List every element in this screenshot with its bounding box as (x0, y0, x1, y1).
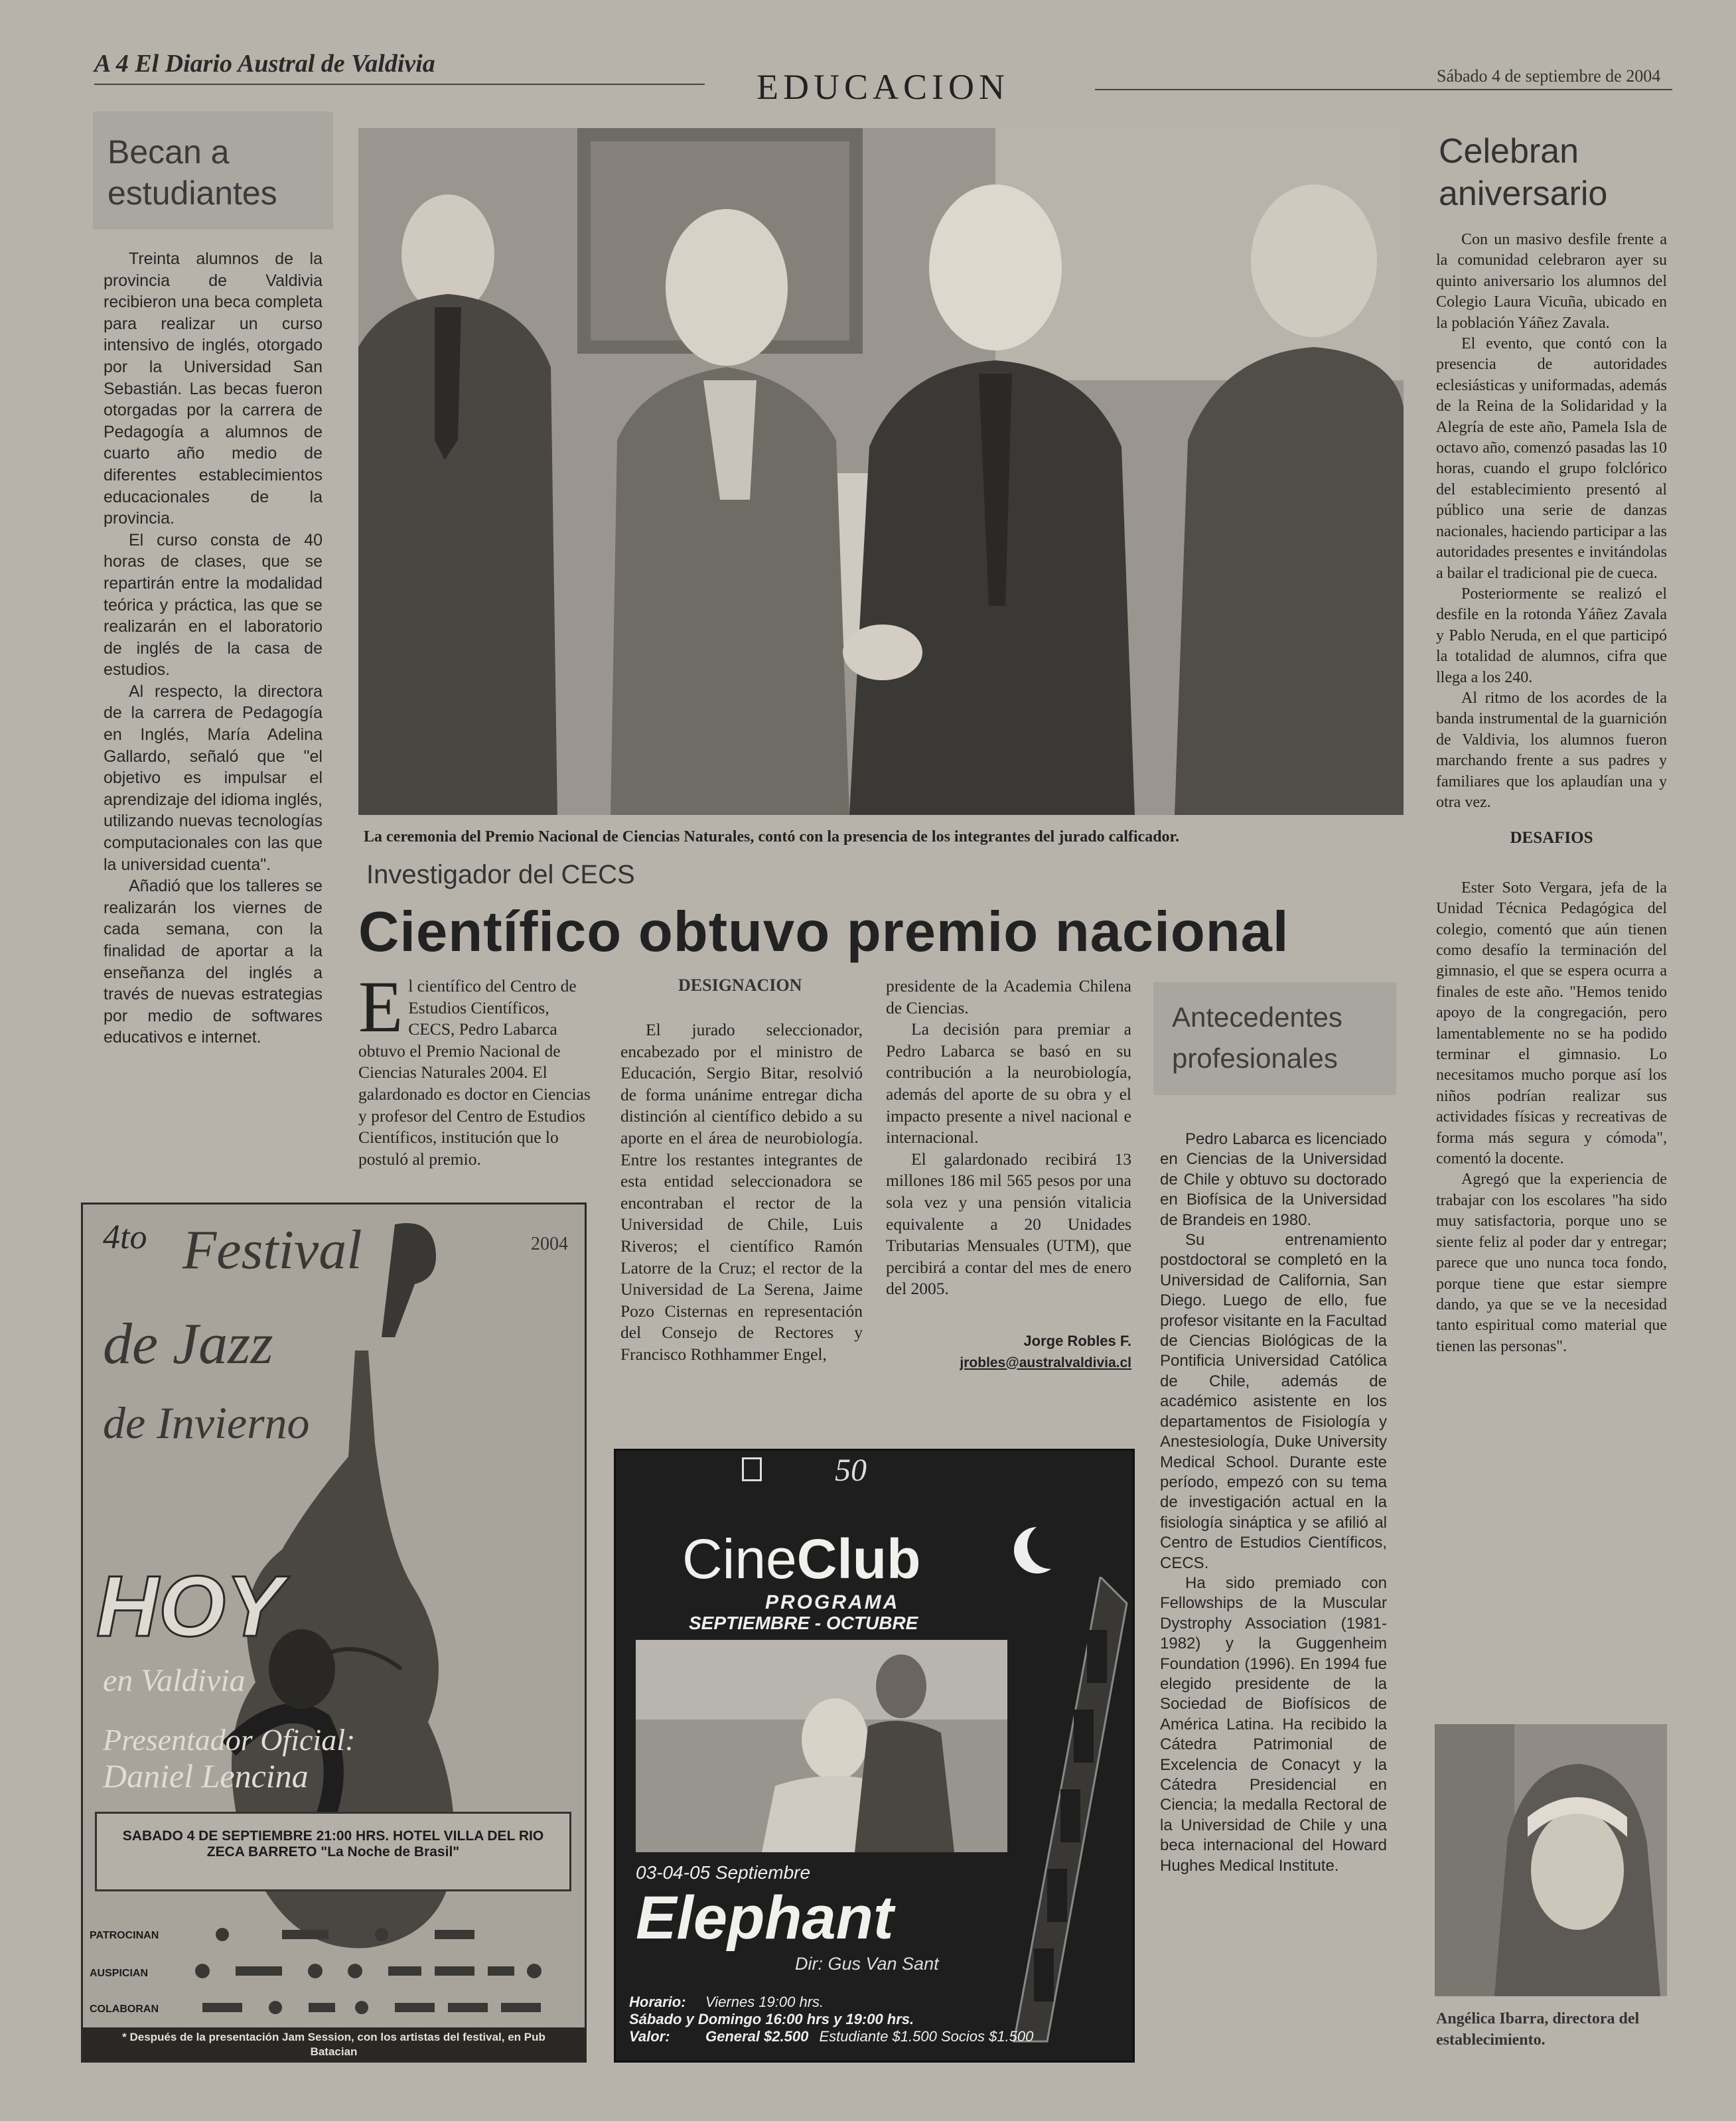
right-article-paragraph: Agregó que la experiencia de trabajar con los escolares "ha sido muy satisfactoria, porque uno se siente feliz al poder dar y entregar; parece que uno nunca toca fondo, porque tiene que estar siempre dando, ya que se ve la necesidad tanto espiritual como material que tienen las personas". (1436, 1171, 1667, 1355)
jazz-presenter-label: Presentador Oficial: (103, 1723, 356, 1757)
cineclub-programa: PROGRAMA (765, 1591, 900, 1613)
sidebar-paragraph: Ha sido premiado con Fellowships de la Muscular Dystrophy Association (1981-1982) y la Guggenheim Foundation (1996). En 1994 fue elegido presidente de la Sociedad de Biofísicos de América Latina. Ha recibido la Cátedra Patrimonial de Excelencia de Conacyt y la Cátedra Presidencial en Ciencia; la medalla Rectoral de la Universidad de Chile y una beca internacional del Howard Hughes Medical Institute. (1160, 1573, 1387, 1875)
cineclub-film-still (636, 1640, 1007, 1852)
header-rule-left (94, 84, 705, 85)
cineclub-title-club: Club (796, 1528, 921, 1590)
right-article-body (1436, 230, 1667, 1357)
ceremony-photo-illustration (358, 128, 1404, 815)
portrait-caption-name: Angélica Ibarra (1436, 2010, 1545, 2027)
page-header (0, 0, 1736, 107)
sidebar-paragraph: Pedro Labarca es licenciado en Ciencias de la Universidad de Chile y obtuvo su doctorado en Biofísica de la Universidad de Brandeis en 1980. (1160, 1130, 1387, 1229)
cineclub-title (682, 1527, 920, 1591)
right-article-paragraph: Al ritmo de los acordes de la banda instrumental de la guarnición de Valdivia, los alumnos fueron marchando frente a sus padres y familiares que los aplaudían una y otra vez. (1436, 689, 1667, 811)
jazz-title-invierno: de Invierno (103, 1398, 310, 1448)
sidebar-paragraph: Su entrenamiento postdoctoral se completó en la Universidad de California, San Diego. Luego de ello, fue profesor visitante en la Facultad de Ciencias Biológicas de la Pontificia Universidad Católica de Chile, además de académico asistente en los departamentos de Fisiología y Anestesiología, Duke University Medical School. Durante este período, empezó con su tema de investigación actual en la fisiología sináptica y se afilió al Centro de Estudios Científicos, CECS. (1160, 1231, 1387, 1572)
jazz-sponsor-row: PATROCINAN (90, 1930, 159, 1941)
jazz-event-box (95, 1812, 571, 1891)
byline-name: Jorge Robles F. (1023, 1332, 1131, 1349)
cineclub-months: SEPTIEMBRE - OCTUBRE (689, 1613, 918, 1633)
main-col-3 (886, 976, 1131, 1374)
main-subhead-designacion: DESIGNACION (678, 976, 802, 995)
right-article-paragraph: El evento, que contó con la presencia de autoridades eclesiásticas y uniformadas, además de la Reina de la Solidaridad y la Alegría de este año, Pamela Isla de octavo año, comenzó pasadas las 10 horas, cuando el grupo folclórico del establecimiento presentó al público una serie de danzas nacionales, haciendo participar a las autoridades presentes e invitándolas a bailar el tradicional pie de cueca. (1436, 335, 1667, 582)
right-article (1419, 118, 1679, 2096)
left-article (93, 111, 333, 1170)
cineclub-title-cine: Cine (682, 1528, 797, 1590)
left-article-paragraph: El curso consta de 40 horas de clases, que se repartirán entre la modalidad teórica y práctica, las que se realizarán en el laboratorio de inglés de la casa de estudios. (104, 530, 323, 680)
jazz-edition: 4to (103, 1218, 147, 1256)
main-headline: Científico obtuvo premio nacional (358, 901, 1289, 964)
cineclub-horario-label: Horario: (629, 1994, 686, 2010)
cineclub-director: Dir: Gus Van Sant (795, 1954, 939, 1974)
jazz-hoy: HOY (96, 1558, 283, 1654)
jazz-sponsor-row: COLABORAN (90, 2004, 159, 2015)
cineclub-horario-2: Sábado y Domingo 16:00 hrs y 19:00 hrs. (629, 2011, 914, 2027)
cineclub-anniv: 50 (835, 1453, 867, 1488)
main-col-1-text: l científico del Centro de Estudios Científicos, CECS, Pedro Labarca obtuvo el Premio Nacional de Ciencias Naturales 2004. El galardonado es doctor en Ciencias y profesor del Centro de Estudios Científicos, institución que lo postuló al premio. (358, 976, 591, 1169)
left-article-paragraph: Al respecto, la directora de la carrera de Pedagogía en Inglés, María Adelina Gallardo, señaló que "el objetivo es impulsar el aprendizaje del idioma inglés, utilizando nuevas tecnologías computacionales con las que la universidad cuenta". (104, 682, 323, 874)
film-still-illustration (636, 1640, 1007, 1852)
sidebar-body (1160, 1130, 1387, 1876)
left-article-headline: Becan a estudiantes (108, 133, 277, 212)
right-article-paragraph: Con un masivo desfile frente a la comunidad celebraron ayer su quinto aniversario los alumnos del Colegio Laura Vicuña, ubicado en la población Yáñez Zavala. (1436, 231, 1667, 332)
jazz-event-line1: SABADO 4 DE SEPTIEMBRE 21:00 HRS. HOTEL VILLA DEL RIO (122, 1828, 544, 1844)
sponsor-logos (182, 1918, 574, 2027)
cineclub-moon-shadow (1027, 1522, 1074, 1569)
dropcap: E (358, 966, 403, 1047)
portrait-caption-rest: , directora del establecimiento. (1436, 2010, 1640, 2049)
main-photo-caption: La ceremonia del Premio Nacional de Ciencias Naturales, contó con la presencia de los integrantes del jurado calficador. (364, 828, 1179, 845)
right-article-subhead: DESAFIOS (1510, 829, 1593, 847)
left-article-body (104, 248, 323, 1049)
main-col-2-text: El jurado seleccionador, encabezado por el ministro de Educación, Sergio Bitar, resolvió de forma unánime entregar dicha distinción al científico debido a su aporte en el área de neurobiología. Entre los restantes integrantes de esta entidad seleccionadora se encontraban el rector de la Universidad de Chile, Luis Riveros; el científico Ramón Latorre de la Cruz; el rector de la Universidad de La Serena, Jaime Pozo Cisternas en representación del Consejo de Rectores y Francisco Rothhammer Engel, (620, 1020, 863, 1364)
portrait-caption (1436, 2008, 1668, 2051)
main-kicker: Investigador del CECS (366, 860, 635, 889)
cineclub-valor-rest: Estudiante $1.500 Socios $1.500 (819, 2028, 1034, 2045)
header-date: Sábado 4 de septiembre de 2004 (1437, 66, 1661, 86)
sidebar-box (1153, 982, 1399, 2090)
jazz-sponsor-row: AUSPICIAN (90, 1968, 149, 1979)
cineclub-valor-label: Valor: (629, 2028, 670, 2045)
filmstrip-graphic (987, 1577, 1133, 2055)
portrait-photo (1435, 1724, 1667, 1996)
main-col-3-paragraph: La decisión para premiar a Pedro Labarca se basó en su contribución a la neurobiología, además del aporte de su obra y el impacto presente a nivel nacional e internacional. (886, 1019, 1131, 1147)
jazz-festival-ad (81, 1203, 587, 2063)
cineclub-logo-emblem (742, 1457, 762, 1481)
portrait-illustration (1435, 1724, 1667, 1996)
cineclub-horario-1: Viernes 19:00 hrs. (705, 1994, 824, 2010)
main-col-1 (358, 966, 597, 1170)
cineclub-horario-row (629, 1994, 1127, 2011)
main-photo (358, 128, 1404, 815)
jazz-event-line2: ZECA BARRETO "La Noche de Brasil" (206, 1844, 460, 1860)
main-col-3-paragraph: presidente de la Academia Chilena de Ciencias. (886, 976, 1131, 1017)
right-article-paragraph: Posteriormente se realizó el desfile en la rotonda Yáñez Zavala y Pablo Neruda, en el que participó la totalidad de alumnos, cifra que llega a los 240. (1436, 585, 1667, 686)
sidebar-headline: Antecedentes profesionales (1172, 1001, 1342, 1074)
jazz-title-dejazz: de Jazz (103, 1312, 273, 1376)
right-article-headline: Celebran aniversario (1439, 132, 1608, 213)
cineclub-valor-row (629, 2028, 1127, 2045)
jazz-year: 2004 (531, 1234, 568, 1254)
cineclub-ad (614, 1449, 1135, 2063)
cineclub-dates: 03-04-05 Septiembre (636, 1862, 811, 1883)
header-rule-right (1095, 89, 1672, 90)
jazz-en-valdivia: en Valdivia (103, 1663, 246, 1698)
left-article-paragraph: Treinta alumnos de la provincia de Valdivia recibieron una beca completa para realizar un curso intensivo de inglés, otorgado por la Universidad San Sebastián. Las becas fueron otorgadas por la carrera de Pedagogía a alumnos de cuarto año medio de diferentes establecimientos educacionales de la provincia. (104, 250, 323, 528)
header-publication: A 4 El Diario Austral de Valdivia (94, 50, 435, 78)
left-article-paragraph: Añadió que los talleres se realizarán los viernes de cada semana, con la finalidad de aportar a la enseñanza del inglés a través de nuevas estrategias por medio de softwares educativos e internet. (104, 877, 323, 1047)
jazz-footer-bar (83, 2027, 585, 2061)
cineclub-film-title: Elephant (636, 1884, 894, 1952)
byline-email[interactable]: jrobles@australvaldivia.cl (960, 1354, 1131, 1370)
main-col-2 (620, 1019, 863, 1366)
cineclub-schedule (629, 1994, 1127, 2045)
jazz-presenter: Daniel Lencina (103, 1757, 309, 1794)
jazz-title-festival: Festival (182, 1219, 362, 1281)
main-col-3-paragraph: El galardonado recibirá 13 millones 186 mil 565 pesos por una sola vez y una pensión vitalicia equivalente a 20 Unidades Tributarias Mensuales (UTM), que percibirá a contar del mes de enero del 2005. (886, 1149, 1131, 1299)
jazz-footer-note: * Después de la presentación Jam Session, con los artistas del festival, en Pub Batacian (122, 2031, 545, 2058)
section-title: EDUCACION (757, 67, 1009, 107)
right-article-paragraph: Ester Soto Vergara, jefa de la Unidad Técnica Pedagógica del colegio, comentó que aún tienen como desafío la terminación del gimnasio, el que se espera ocurra a finales de este año. "Hemos tenido apoyo de la congregación, pero lamentablemente no se ha podido terminar el gimnasio. Lo necesitamos mucho porque así los niños podrían realizar sus actividades físicas y recreativas de forma más segura y cómoda", comentó la docente. (1436, 879, 1667, 1168)
cineclub-valor: General $2.500 (705, 2028, 809, 2045)
